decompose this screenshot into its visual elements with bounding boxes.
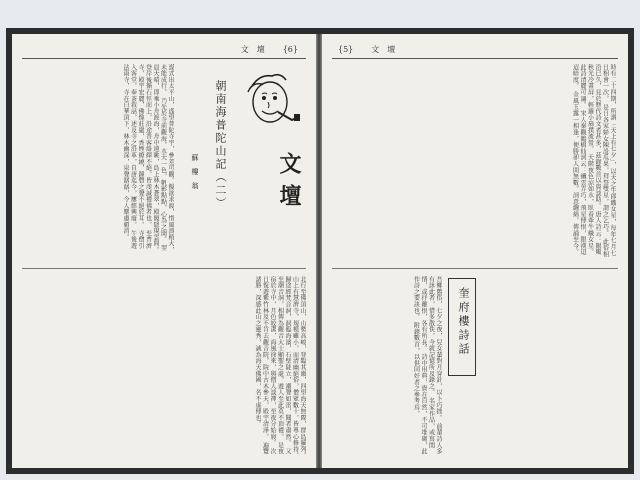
left-upper-text (24, 64, 174, 254)
right-header-rule (332, 58, 618, 59)
text-column: 唐人詩云：銀燭秋光冷畫屏，輕羅小扇撲流螢。 (586, 64, 601, 256)
text-column: 歸途經梵音洞，洞臨海濱，石壁陡立，潮聲如雷，聞者肅然。 (284, 276, 291, 447)
caricature-illustration (242, 68, 308, 138)
text-column: 北行至佛頂山，山勢高峻，登臨其巔，四望海天無際，群島羅列。 (299, 276, 306, 459)
text-column: 前輩詩人多有詠此者，惜多散佚，今就記憶所及錄之。 (427, 276, 442, 455)
text-column: 翌晨天晴，即乘小舟渡海，舟中遠眺，島上林木蒼翠，殿閣隱現雲間。 (152, 64, 167, 253)
left-page-number: {6} (282, 44, 298, 54)
text-column: 又至潮音洞，相傳為觀音大士顯聖之處，遊人至此莫不頂禮。 (276, 276, 291, 455)
text-column: 至普濟寺，殿宇宏麗，佛像莊嚴，香煙繚繞，鐘磬之聲不絕於耳。 (137, 64, 152, 249)
text-column: 名家作品，或寫閨情，或抒離恨，各有所長。 (420, 276, 435, 449)
right-page (322, 34, 628, 468)
text-column: 寺僧引入客堂，奉茶敘話，述及寺之沿革，自唐迄今，屢經興廢。 (129, 64, 144, 249)
text-column: 此俗相沿已久，見於歷代詩文者甚多，茲錄數首以資談助。 (594, 64, 609, 258)
left-header-rule (22, 58, 306, 59)
column-divider (332, 268, 618, 269)
right-page-title: 文 壇 (371, 44, 396, 54)
right-page-header (338, 42, 395, 56)
text-column: 是夜宿於寺中，月色皎潔，海風徐來，與僧人談禪，至夜分始寢。 (269, 276, 284, 455)
text-column: 吾鄉舊俗，七夕之夜，兒女輩對月穿針，以卜巧拙。 (435, 276, 442, 421)
poem-title: 奎府樓詩話 (457, 287, 470, 357)
text-column: 乃先於寺前觀海，水天一色，帆影點點，心為之開。 (159, 97, 167, 243)
text-column: 次日復遊紫竹林及不肯去觀音院，院中古木參天，殿宇清淨。 (261, 276, 276, 455)
section-title: 文壇 (276, 152, 302, 216)
column-divider (22, 268, 306, 269)
text-column: 山上有慧濟寺，規模雖小，而清幽絕俗，僧眾數十，皆專心修持。 (291, 276, 299, 459)
poem-title-box (448, 278, 476, 376)
left-page (12, 34, 316, 468)
text-column: 是日各家婦女陳設瓜果，拜祭雙星，謂之乞巧。 (601, 104, 609, 237)
text-column: 詩中用典，貴在自然，不可堆砌，此作詩之要訣也。 (412, 276, 427, 455)
right-upper-text (334, 64, 616, 260)
article-author: 蘇 樓 翁 (191, 154, 199, 189)
text-column: 附錄數首，以供同好者之參考焉。 (412, 322, 420, 417)
left-lower-text (24, 276, 306, 460)
text-column: 登岸後循石徑而上，沿途香客絡繹不絕，皆虔誠禮佛者也。 (144, 64, 152, 228)
left-page-title: 文 壇 (240, 44, 265, 54)
text-column: 時有二十四期，所謂「天上有七夕」，以天之牛郎織女星，每年七月七日相會一次。 (601, 64, 616, 257)
text-column: 天階夜色涼如水，臥看牽牛織女星。此詩清麗可誦。 (579, 64, 594, 256)
article-title: 朝南海普陀山記（二） (214, 80, 227, 210)
text-column: 宋人秦觀鵲橋仙詞云：纖雲弄巧，飛星傳恨，銀漢迢迢暗度。 (571, 64, 586, 256)
right-lower-text (334, 276, 442, 460)
text-column: 午後遊法雨寺，寺在白華頂下，林木幽深，泉聲潺潺，令人塵慮頓消。 (122, 64, 137, 249)
text-column: 金風玉露一相逢，便勝卻人間無數。詞意纏綿，傳誦至今。 (571, 91, 579, 256)
text-column: 遍覽諸勝，深感此山之靈秀，誠為海天佛國，名不虛傳也。 (254, 276, 269, 455)
right-page-number: {5} (338, 44, 354, 54)
text-column: 謀式出太平山，遙望普陀寺宇，參差可觀。擬欲求渡，惜風浪稍大，未能成行。 (159, 64, 174, 253)
left-page-header (241, 42, 298, 56)
